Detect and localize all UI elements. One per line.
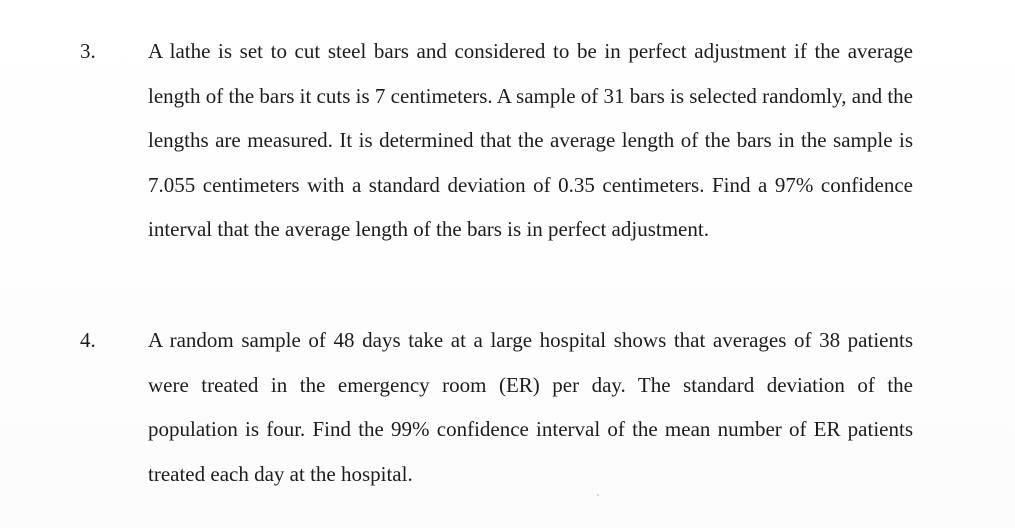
paper-speck [597, 494, 599, 496]
question-number: 3. [80, 39, 96, 63]
question-text: A random sample of 48 days take at a large hospital shows that averages of 38 patients were treated in the emergency room (ER) per day. The standard deviation of the population is four. Find the 99% confidence interval of the mean number of ER patients treated each day at the hospital. [148, 328, 913, 486]
question-text: A lathe is set to cut steel bars and considered to be in perfect adjustment if the average length of the bars it cuts is 7 centimeters. A sample of 31 bars is selected randomly, and the lengths are measured. It is determined that the average length of the bars in the sample is 7.055 centimeters with a standard deviation of 0.35 centimeters. Find a 97% confidence interval that the average length of the bars is in perfect adjustment. [148, 39, 913, 241]
question-number: 4. [80, 328, 96, 352]
